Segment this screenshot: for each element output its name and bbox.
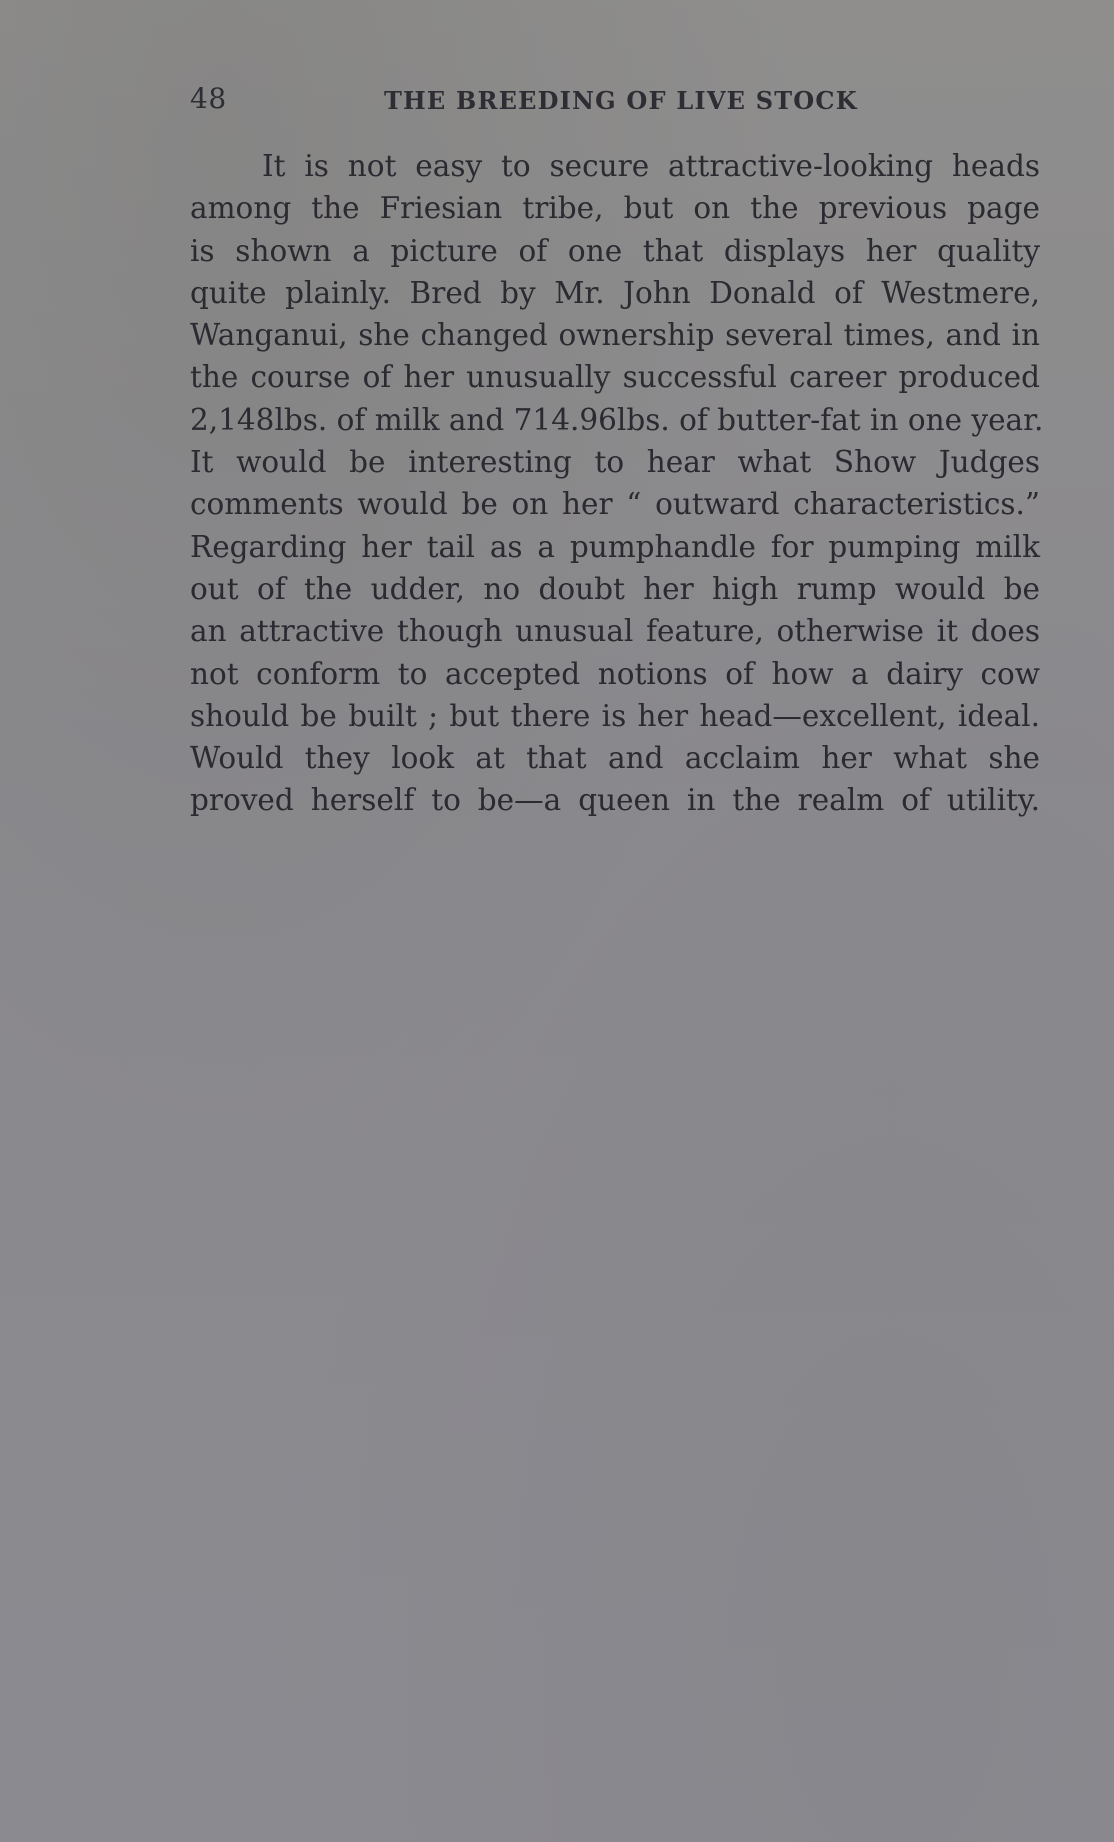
page-number: 48 (190, 82, 227, 115)
running-head (190, 82, 1040, 122)
text-line: proved herself to be—a queen in the realm of utility. (190, 783, 1040, 818)
text-line: an attractive though unusual feature, otherwise it does (190, 614, 1040, 649)
text-line: It is not easy to secure attractive-looking heads (262, 149, 1040, 183)
body-paragraph (190, 145, 1044, 822)
running-title: THE BREEDING OF LIVE STOCK (384, 86, 858, 115)
text-line: should be built ; but there is her head—excellent, ideal. (190, 698, 1040, 733)
text-line: Regarding her tail as a pumphandle for pumping milk (190, 529, 1040, 564)
text-line: quite plainly. Bred by Mr. John Donald of Westmere, (190, 275, 1040, 310)
text-line: is shown a picture of one that displays her quality (190, 233, 1040, 268)
text-line: 2,148lbs. of milk and 714.96lbs. of butter-fat in one year. (190, 402, 1044, 437)
text-line: Would they look at that and acclaim her what she (190, 741, 1040, 776)
text-line: It would be interesting to hear what Show Judges (190, 445, 1040, 480)
text-line: comments would be on her “ outward characteristics.” (190, 487, 1040, 522)
text-line: out of the udder, no doubt her high rump would be (190, 571, 1040, 606)
text-line: not conform to accepted notions of how a dairy cow (190, 656, 1040, 691)
text-line: among the Friesian tribe, but on the previous page (190, 191, 1040, 226)
text-line: Wanganui, she changed ownership several times, and in (190, 318, 1040, 353)
text-line: the course of her unusually successful career produced (190, 360, 1040, 395)
